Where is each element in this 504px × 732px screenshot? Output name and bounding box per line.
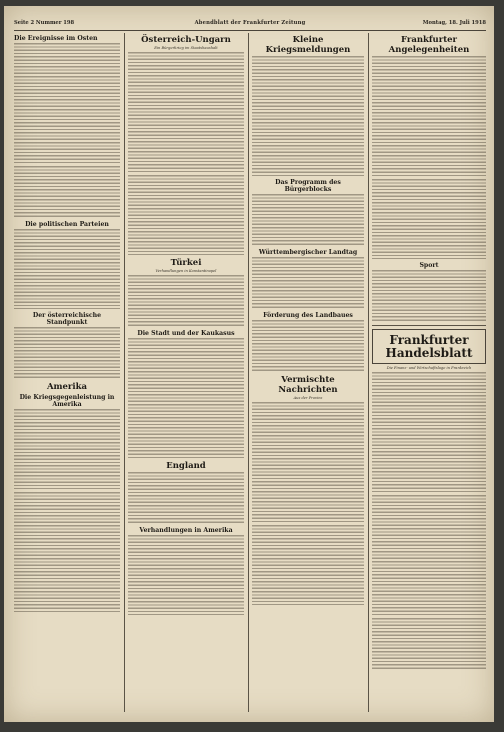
- section-heading: Vermischte Nachrichten: [278, 375, 338, 395]
- column-4: [372, 33, 486, 714]
- article-subheading: Verhandlungen in Amerika: [139, 527, 233, 535]
- page-header: [14, 20, 486, 31]
- section-heading: Österreich-Ungarn: [141, 35, 231, 45]
- column-3: [252, 33, 364, 714]
- article-subheading: Förderung des Landbaues: [263, 312, 353, 319]
- article-body: [372, 179, 486, 259]
- article-body: [14, 229, 120, 309]
- article-body: [14, 327, 120, 379]
- article-subheading: Aus der Provinz: [293, 396, 323, 400]
- article-body: [128, 472, 244, 524]
- article-body: [372, 618, 486, 670]
- article-subheading: Württembergischer Landtag: [258, 249, 358, 256]
- column-rule: [368, 33, 369, 712]
- column-rule: [124, 33, 125, 712]
- column-1: [14, 33, 120, 714]
- article-body: [14, 166, 120, 218]
- masthead-title: Frankfurter Handelsblatt: [385, 333, 473, 360]
- section-heading: Türkei: [170, 258, 202, 269]
- section-heading: Amerika: [46, 382, 88, 392]
- article-subheading: Die politischen Parteien: [25, 221, 109, 228]
- article-heading: Die Ereignisse im Osten: [14, 35, 98, 42]
- column-rule: [248, 33, 249, 712]
- article-subheading: Verhandlungen in Konstantinopel: [155, 269, 217, 274]
- section-heading: Frankfurter Angelegenheiten: [388, 35, 470, 55]
- article-body: [252, 320, 364, 372]
- article-body: [252, 56, 364, 176]
- article-body: [128, 338, 244, 458]
- article-body: [372, 495, 486, 615]
- section-divider: [372, 325, 486, 326]
- issue-date: Montag, 18. Juli 1918: [422, 20, 486, 26]
- section-heading: Kleine Kriegsmeldungen: [265, 35, 351, 55]
- article-body: [128, 175, 244, 255]
- article-body: [252, 525, 364, 605]
- article-subheading: Die Finanz- und Wirtschaftslage in Frankreich: [386, 366, 472, 370]
- article-subheading: Der österreichische Standpunkt: [32, 312, 102, 326]
- column-2: [128, 33, 244, 714]
- section-heading: England: [166, 461, 206, 472]
- article-body: [252, 194, 364, 246]
- article-subheading: Ein Bürgerkrieg im Staatshaushalt: [154, 46, 218, 50]
- article-subheading: Die Stadt und der Kaukasus: [137, 330, 235, 338]
- article-subheading: Sport: [419, 262, 439, 269]
- article-body: [372, 270, 486, 322]
- newspaper-title: Abendblatt der Frankfurter Zeitung: [194, 20, 306, 26]
- article-body: [14, 492, 120, 612]
- article-subheading: Die Kriegsgegenleistung in Amerika: [19, 394, 115, 408]
- article-body: [252, 257, 364, 309]
- article-body: [14, 43, 120, 163]
- newspaper-page: [4, 6, 494, 722]
- article-body: [372, 372, 486, 492]
- page-number: Seite 2 Nummer 198: [14, 20, 75, 26]
- article-subheading: Das Programm des Bürgerblocks: [275, 179, 341, 193]
- article-body: [128, 52, 244, 172]
- article-body: [128, 275, 244, 327]
- handelsblatt-box: [372, 329, 486, 364]
- article-body: [252, 402, 364, 522]
- article-body: [372, 56, 486, 176]
- article-body: [128, 535, 244, 615]
- article-body: [14, 409, 120, 489]
